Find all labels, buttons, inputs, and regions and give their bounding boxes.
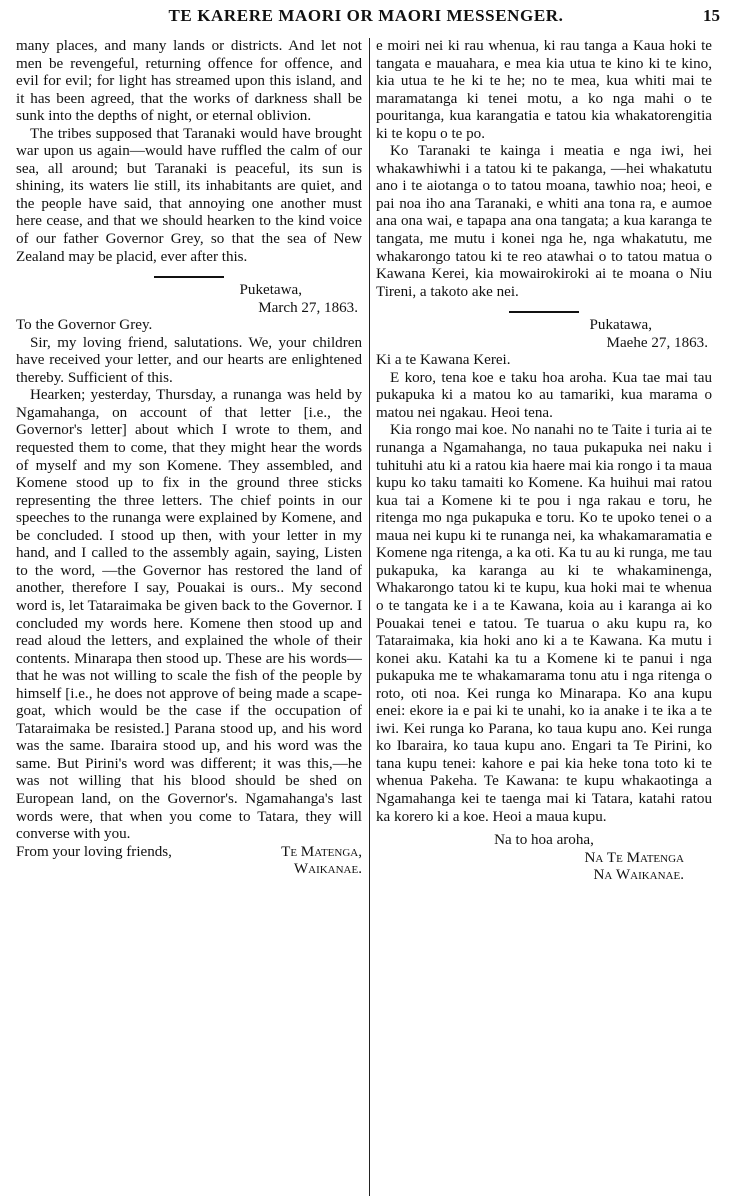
english-signature-name: Te Matenga,: [281, 843, 362, 860]
maori-paragraph-1: e moiri nei ki rau whenua, ki rau tanga a Kaua hoki te tangata e mauahara, e mea kia utua te kino ki te kino, kia utua te he ki te he; no te mea, kua whiti mai te maramatanga ki tenei motu, a ko nga mahi o te pouritanga, kua karangatia e tatou kia whakatorengitia ki te kopu o te po.: [376, 38, 712, 142]
maori-column: [376, 38, 712, 1196]
english-column: [16, 38, 362, 1196]
page-header: [0, 4, 732, 30]
english-paragraph-1: many places, and many lands or districts. And let not men be revengeful, returning offence for offence, and evil for evil; for light has streamed upon this island, and it has been agreed, that the works of darkness shall be sunk into the depths of night, or eternal oblivion.: [16, 38, 362, 125]
maori-closing: Na to hoa aroha,: [494, 832, 594, 849]
english-paragraph-4: Hearken; yesterday, Thursday, a runanga was held by Ngamahanga, on account of that letter [i.e., the Governor's letter] about which I wrote to them, and requested them to come, that they might hear the words of myself and my son Komene. They assembled, and Komene stood up to fix in the ground three sticks representing the three letters. The chief points in our speeches to the runanga were explained by Komene, and be concluded. I stood up then, with your letter in my hand, and I called to the assembly again, saying, Listen to the word, —the Governor has restored the land of another, therefore I say, Pouakai is ours.. My second word is, let Tataraimaka be given back to the Governor. I concluded my words here. Komene then stood up and read aloud the letters, and explained the whole of their contents. Minarapa then stood up. These are his words—that he was not willing to scale the fish of the people by himself [i.e., he does not approve of being made a scape-goat, which would be the case if the occupation of Tataraimaka be resisted.] Parana stood up, and his word was the same. Ibaraira stood up, and his word was the same. But Pirini's word was different; it was this,—he was not willing that his blood should be shed on European land, on the Governor's. Ngamahanga's last words were, that when you come to Tatara, they will converse with you.: [16, 387, 362, 843]
maori-place: Pukatawa,: [589, 317, 652, 334]
english-paragraph-2: The tribes supposed that Taranaki would have brought war upon us again—would have ruffled the calm of our sea, all around; but Taranaki is peaceful, its sun is shining, its waters lie still, its inhabitants are quiet, and the people have said, that annoying one another must here cease, and that we should hearken to the kind voice of our father Governor Grey, so that the sea of New Zealand may be placid, ever after this.: [16, 125, 362, 265]
maori-paragraph-4: Kia rongo mai koe. No nanahi no te Taite i turia ai te runanga a Ngamahanga, no taua pukapuka nei naku i tuhituhi atu ki a ratou kia haere mai kia rongo i ta maua kupu ko taku tamaiti ko Komene. Ka huihui mai ratou kua tai a Komene ki te pou i nga rakau e toru, he ritenga mo nga pukapuka e toru. Ko te upoko tenei o a maua nei kupu ki te runanga nei, ka whakamaramatia e Komene nga ritenga, a ka oti. Ka tu au ki runga, me tau pukapuka, ka karanga au ki te whakaminenga, Whakarongo tatou ki te kupu, kua hoki mai te whenua o te tangata ke i a te Kawana, koia au i karanga ai ko Pouakai tenei e tatou. Te tuarua o aku kupu ra, ko Tataraimaka, kia hoki ano ki a te Kawana. Ka mutu i konei aku. Katahi ka tu a Komene ki te panui i nga pukapuka me te whakamarama tonu atu i nga ritenga o roto, oti noa. Kei runga ko Minarapa. Ko ana kupu enei: ekore ia e pai ki te unahi, ko ia anake i te ika a te iwi. Kei runga ko Parana, ko taua kupu ano. Kei runga ko Ibaraira, ko taua kupu ano. Engari ta Te Pirini, ko tana kupu tenei: kahore e pai kia heke tona toto ki te whenua Pakeha. Te Kawana: te kupu whakaotinga a Ngamahanga kei te taenga mai ki Tatara, katahi ratou ka korero ki a koe. Heoi a maua kupu.: [376, 422, 712, 825]
masthead-title: TE KARERE MAORI OR MAORI MESSENGER.: [168, 6, 564, 25]
english-date: March 27, 1863.: [258, 299, 358, 316]
page-number: 15: [703, 6, 720, 25]
column-divider: [369, 38, 370, 1196]
english-signature-place: Waikanae.: [293, 861, 362, 878]
maori-salutation: Ki a te Kawana Kerei.: [376, 352, 511, 369]
maori-date: Maehe 27, 1863.: [606, 334, 708, 351]
english-dateline: [16, 282, 362, 317]
maori-signature-name: Na Te Matenga: [584, 849, 684, 866]
maori-paragraph-2: Ko Taranaki te kainga i meatia e nga iwi, hei whakawhiwhi i a tatou ki te pakanga, —hei whakatutu ano i te aiotanga o to tatou moana, tawhio noa; heoi, e pai noa iho ana Taranaki, e whiti ana tona ra, e aumoe ana ona wai, e tapapa ana ona tangata; a kua karanga te tangata, me mutu i konei nga he, nga whakatutu, me whakarongo tatou ki te reo atawhai o to tatou matua o Kawana Kerei, kia mowairokiroki ai te moana o Niu Tireni, a takoto ake nei.: [376, 143, 712, 300]
section-rule: [154, 276, 224, 278]
english-place: Puketawa,: [239, 282, 302, 299]
english-signature-line: [16, 844, 362, 862]
english-paragraph-3: Sir, my loving friend, salutations. We, your children have received your letter, and our hearts are enlightened thereby. Sufficient of this.: [16, 334, 362, 386]
maori-signature-place: Na Waikanae.: [593, 867, 684, 884]
english-closing: From your loving friends,: [16, 843, 172, 860]
section-rule: [509, 311, 579, 313]
maori-paragraph-3: E koro, tena koe e taku hoa aroha. Kua tae mai tau pukapuka ki a matou ko au tamariki, kua marama o matou nei ngakau. Heoi tena.: [376, 369, 712, 421]
maori-dateline: [376, 317, 712, 352]
english-salutation: To the Governor Grey.: [16, 317, 153, 334]
